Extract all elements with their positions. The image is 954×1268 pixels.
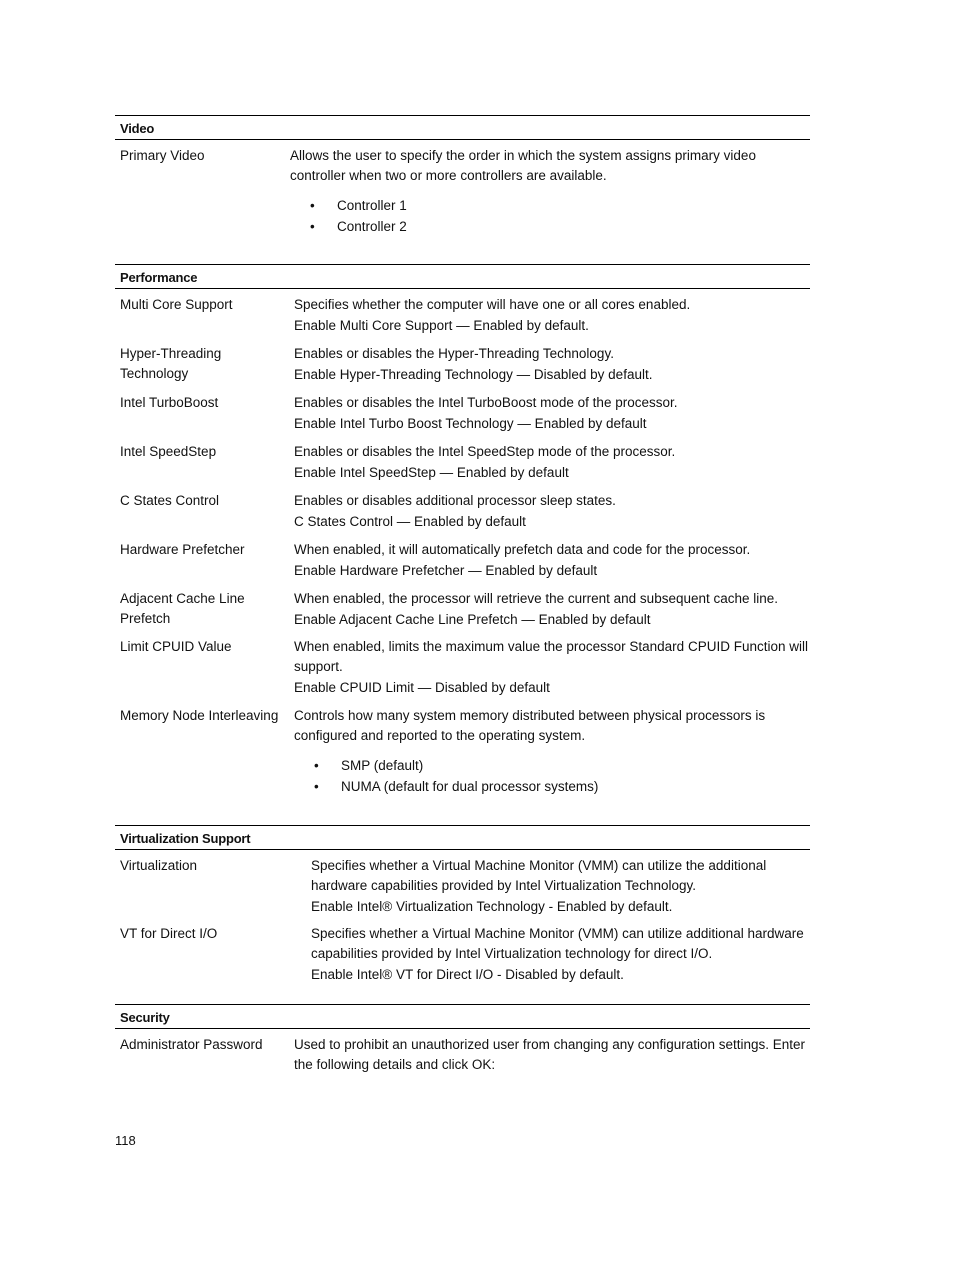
setting-description [294, 295, 810, 336]
option-item [290, 195, 810, 216]
setting-description [290, 146, 810, 237]
description-line: When enabled, it will automatically prefetch data and code for the processor. [294, 542, 751, 557]
description-line: Specifies whether a Virtual Machine Monitor (VMM) can utilize additional hardware capabilities provided by Intel Virtualization technology for direct I/O. [311, 926, 804, 961]
setting-description [294, 393, 810, 434]
setting-label: Hardware Prefetcher [120, 542, 245, 557]
description-line: Enables or disables the Intel TurboBoost mode of the processor. [294, 395, 678, 410]
setting-label: Intel SpeedStep [120, 444, 217, 459]
option-label: Controller 1 [337, 198, 407, 213]
default-line: Enable Hyper-Threading Technology — Disabled by default. [294, 367, 653, 382]
setting-label: Adjacent Cache Line Prefetch [120, 591, 245, 626]
setting-label: Primary Video [120, 148, 205, 163]
default-line: Enable Hardware Prefetcher — Enabled by default [294, 563, 598, 578]
description-line: When enabled, limits the maximum value the processor Standard CPUID Function will support. [294, 639, 808, 674]
default-line: Enable Intel Turbo Boost Technology — Enabled by default [294, 416, 647, 431]
description-line: Enables or disables additional processor sleep states. [294, 493, 616, 508]
option-item [290, 216, 810, 237]
section-performance [115, 264, 810, 794]
description-line: Enables or disables the Hyper-Threading Technology. [294, 346, 614, 361]
bullet-icon: • [310, 198, 315, 213]
default-line: Enable CPUID Limit — Disabled by default [294, 679, 550, 695]
setting-label: VT for Direct I/O [120, 926, 218, 941]
description-line: Enables or disables the Intel SpeedStep mode of the processor. [294, 444, 676, 459]
setting-label: Multi Core Support [120, 297, 233, 312]
section-heading: Video [115, 115, 810, 140]
page-number: 118 [115, 1133, 136, 1148]
option-label: NUMA (default for dual processor systems) [341, 779, 599, 794]
section-video [115, 115, 810, 234]
description-line: Controls how many system memory distributed between physical processors is configured and reported to the operating system. [294, 708, 766, 743]
setting-description [294, 637, 810, 697]
setting-description [294, 1035, 810, 1074]
default-line: C States Control — Enabled by default [294, 514, 526, 529]
option-label: SMP (default) [341, 758, 424, 773]
setting-description [311, 856, 810, 916]
description-line: When enabled, the processor will retrieve the current and subsequent cache line. [294, 591, 779, 606]
option-list [294, 755, 810, 797]
description-line: Allows the user to specify the order in which the system assigns primary video controller when two or more controllers are available. [290, 148, 756, 183]
section-security [115, 1004, 810, 1072]
setting-description [294, 344, 810, 385]
setting-description [294, 706, 810, 797]
setting-label: Memory Node Interleaving [120, 708, 279, 723]
bullet-icon: • [310, 219, 315, 234]
setting-description [294, 491, 810, 532]
setting-description [294, 442, 810, 483]
default-line: Enable Intel® VT for Direct I/O - Disabled by default. [311, 966, 624, 982]
default-line: Enable Intel® Virtualization Technology - Enabled by default. [311, 898, 673, 914]
setting-label: Administrator Password [120, 1037, 263, 1052]
default-line: Enable Intel SpeedStep — Enabled by default [294, 465, 569, 480]
section-heading: Virtualization Support [115, 825, 810, 850]
setting-label: Virtualization [120, 858, 198, 873]
description-line: Used to prohibit an unauthorized user from changing any configuration settings. Enter the following details and click OK: [294, 1037, 806, 1072]
setting-label: Hyper-Threading Technology [120, 346, 222, 381]
default-line: Enable Multi Core Support — Enabled by default. [294, 318, 589, 333]
section-heading: Security [115, 1004, 810, 1029]
setting-description [294, 540, 810, 581]
description-line: Specifies whether the computer will have one or all cores enabled. [294, 297, 691, 312]
description-line: Specifies whether a Virtual Machine Monitor (VMM) can utilize the additional hardware capabilities provided by Intel Virtualization Technology. [311, 858, 767, 893]
setting-description [294, 589, 810, 630]
setting-description [311, 924, 810, 984]
bullet-icon: • [314, 779, 319, 794]
section-virtualization [115, 825, 810, 982]
option-item [294, 776, 810, 797]
option-list [290, 195, 810, 237]
section-heading: Performance [115, 264, 810, 289]
setting-label: Intel TurboBoost [120, 395, 219, 410]
setting-label: Limit CPUID Value [120, 639, 232, 654]
bullet-icon: • [314, 758, 319, 773]
default-line: Enable Adjacent Cache Line Prefetch — Enabled by default [294, 612, 651, 627]
option-item [294, 755, 810, 776]
option-label: Controller 2 [337, 219, 407, 234]
setting-label: C States Control [120, 493, 220, 508]
